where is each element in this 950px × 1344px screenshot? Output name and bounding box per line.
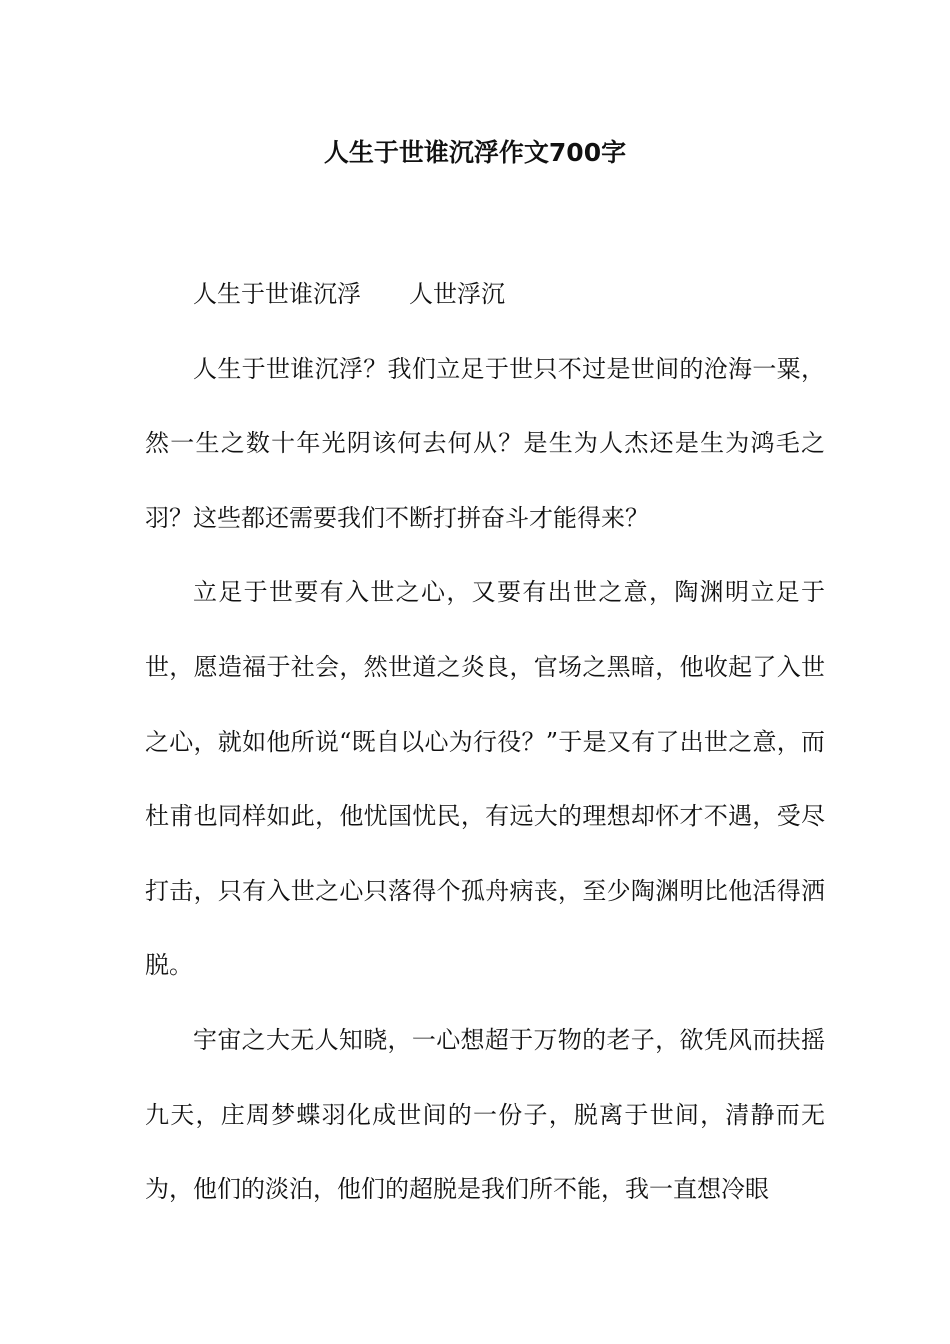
subtitle-part-2: 人世浮沉	[409, 280, 505, 308]
document-body	[145, 257, 825, 1227]
subtitle-part-1: 人生于世谁沉浮	[193, 280, 361, 308]
subtitle-line	[145, 257, 825, 332]
paragraph-1: 人生于世谁沉浮？我们立足于世只不过是世间的沧海一粟，然一生之数十年光阴该何去何从？是生为人杰还是生为鸿毛之羽？这些都还需要我们不断打拼奋斗才能得来？	[145, 354, 825, 532]
paragraph-3: 宇宙之大无人知晓，一心想超于万物的老子，欲凭风而扶摇九天，庄周梦蝶羽化成世间的一份子，脱离于世间，清静而无为，他们的淡泊，他们的超脱是我们所不能，我一直想冷眼	[145, 1025, 825, 1204]
paragraph-2: 立足于世要有入世之心，又要有出世之意，陶渊明立足于世，愿造福于社会，然世道之炎良，官场之黑暗，他收起了入世之心，就如他所说“既自以心为行役？”于是又有了出世之意，而杜甫也同样如此，他忧国忧民，有远大的理想却怀才不遇，受尽打击，只有入世之心只落得个孤舟病丧，至少陶渊明比他活得洒脱。	[145, 578, 825, 980]
document-title: 人生于世谁沉浮作文700字	[323, 138, 627, 167]
